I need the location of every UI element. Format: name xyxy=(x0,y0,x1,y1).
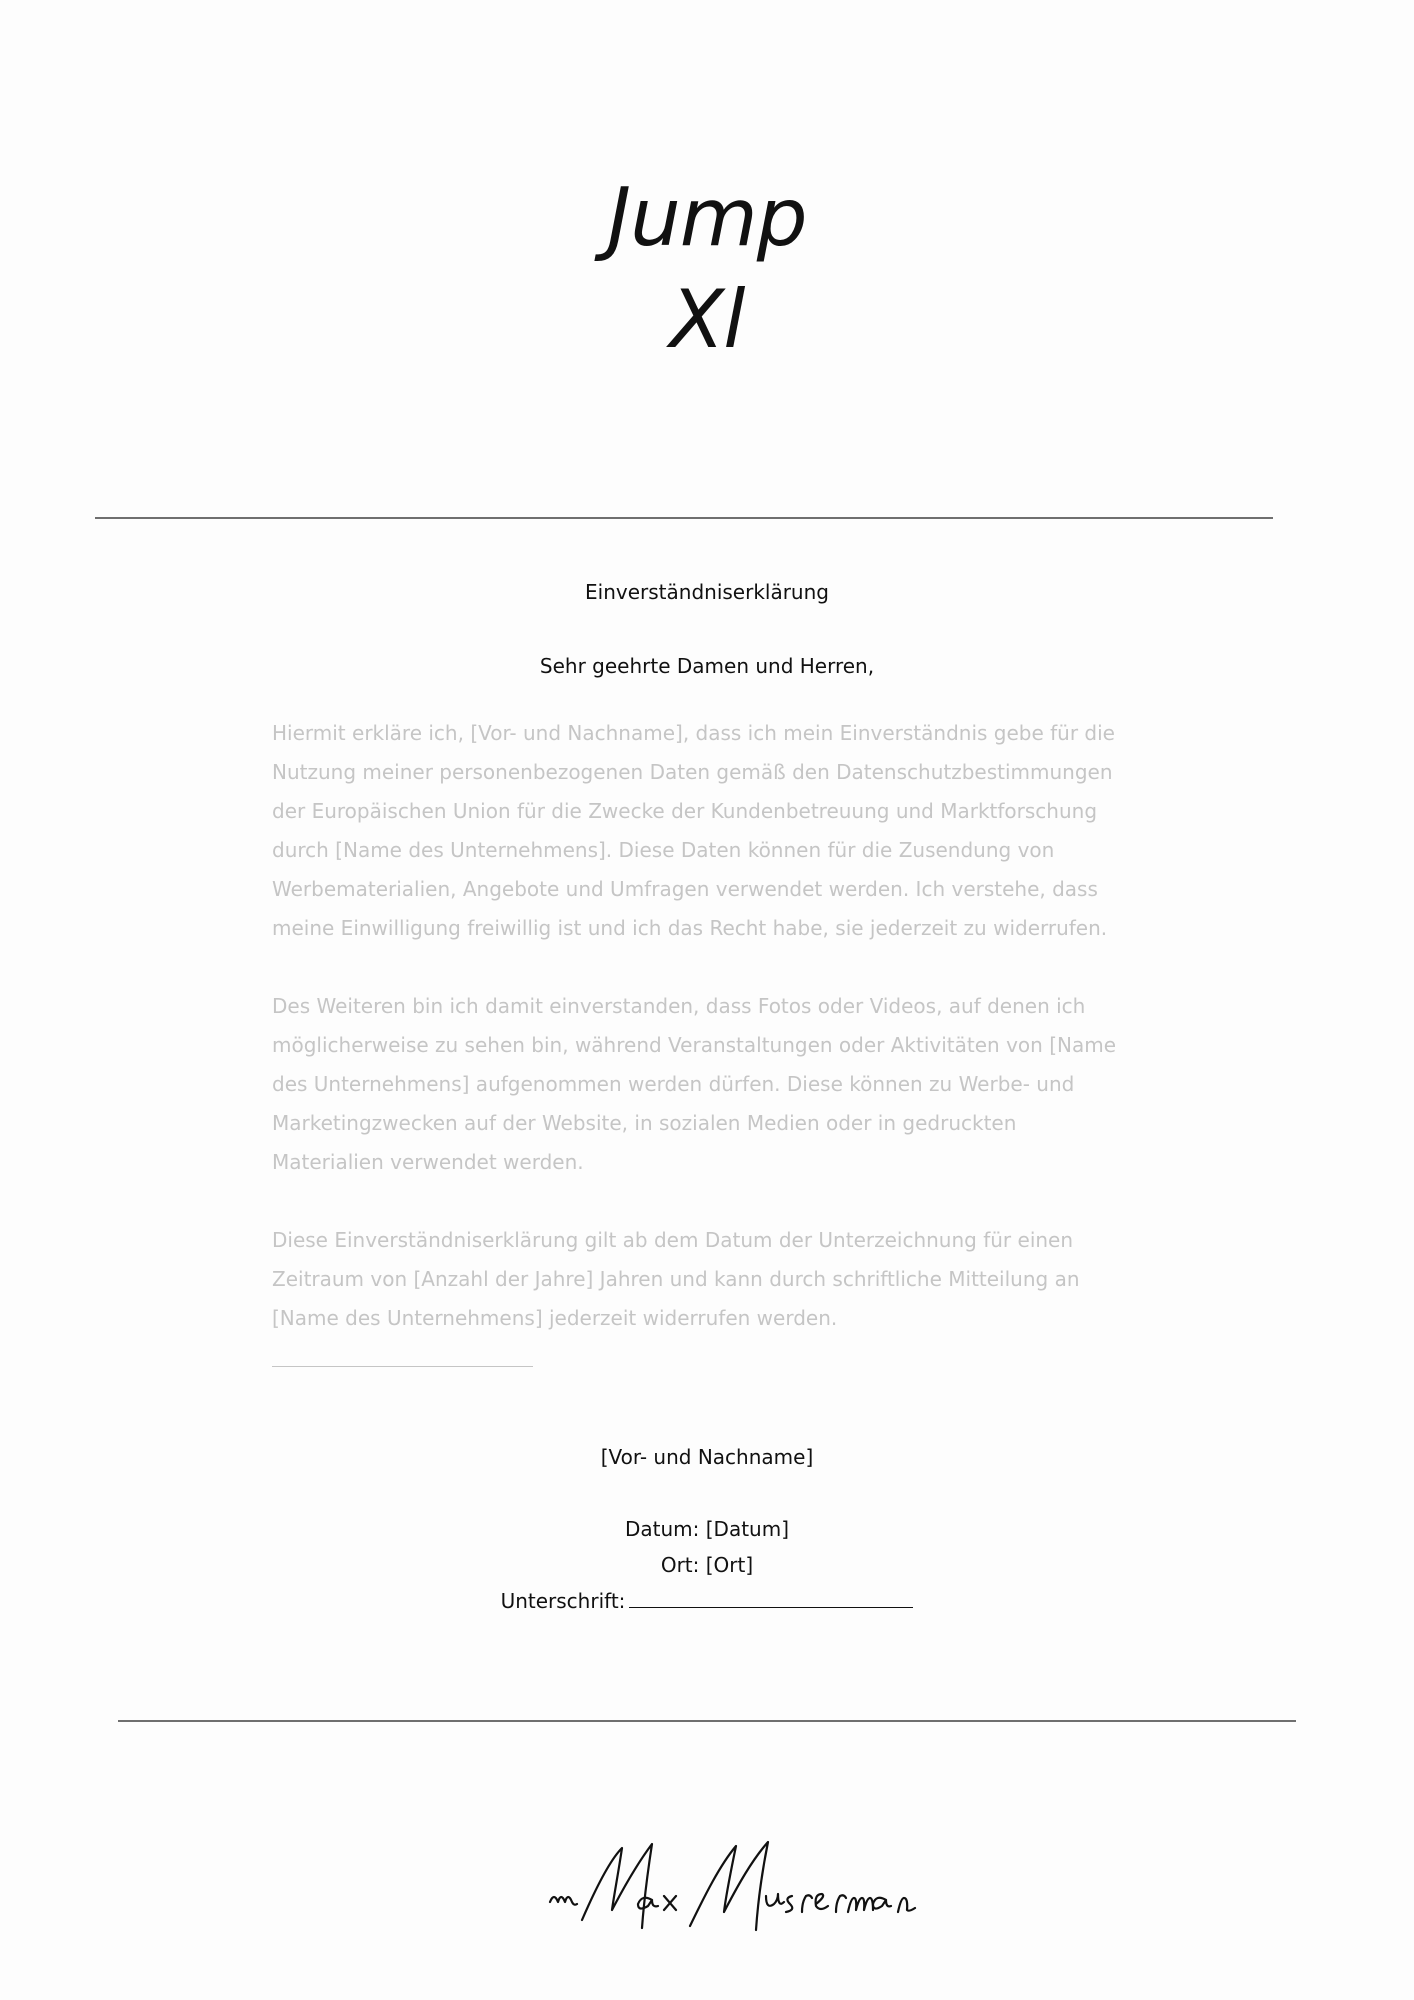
paragraph-data-consent: Hiermit erkläre ich, [Vor- und Nachname], dass ich mein Einverständnis gebe für die Nutzung meiner personenbezogenen Daten gemäß den Datenschutzbestimmungen der Europäischen Union für die Zwecke der Kundenbetreuung und Marktforschung durch [Name des Unternehmens]. Diese Daten können für die Zusendung von Werbematerialien, Angebote und Umfragen verwendet werden. Ich verstehe, dass meine Einwilligung freiwillig ist und ich das Recht habe, sie jederzeit zu widerrufen. xyxy=(272,721,1115,940)
date-field: Datum: [Datum] xyxy=(624,1517,789,1541)
signature-label: Unterschrift: xyxy=(500,1589,626,1613)
place-field: Ort: [Ort] xyxy=(660,1553,754,1577)
salutation: Sehr geehrte Damen und Herren, xyxy=(539,654,875,678)
paragraph-media-consent: Des Weiteren bin ich damit einverstanden, dass Fotos oder Videos, auf denen ich möglicherweise zu sehen bin, während Veranstaltungen oder Aktivitäten von [Name des Unternehmens] aufgenommen werden dürfen. Diese können zu Werbe- und Marketingzwecken auf der Website, in sozialen Medien oder in gedruckten Materialien verwendet werden. xyxy=(272,994,1116,1174)
document-title: Einverständniserklärung xyxy=(585,580,829,604)
document-body xyxy=(272,714,1202,1377)
signatory-name: [Vor- und Nachname] xyxy=(600,1445,814,1469)
brand-name-line-2: Xl xyxy=(669,273,745,366)
paragraph-validity: Diese Einverständniserklärung gilt ab dem Datum der Unterzeichnung für einen Zeitraum von [Anzahl der Jahre] Jahren und kann durch schriftliche Mitteilung an [Name des Unternehmens] jederzeit widerrufen werden. xyxy=(272,1228,1080,1330)
bottom-divider xyxy=(118,1720,1296,1722)
signature-line[interactable] xyxy=(629,1589,913,1608)
short-divider xyxy=(272,1366,533,1367)
handwritten-signature-icon xyxy=(540,1830,920,1940)
signature-field xyxy=(0,1589,1414,1613)
brand-name-line-1: Jump xyxy=(607,171,807,264)
top-divider xyxy=(95,517,1273,519)
